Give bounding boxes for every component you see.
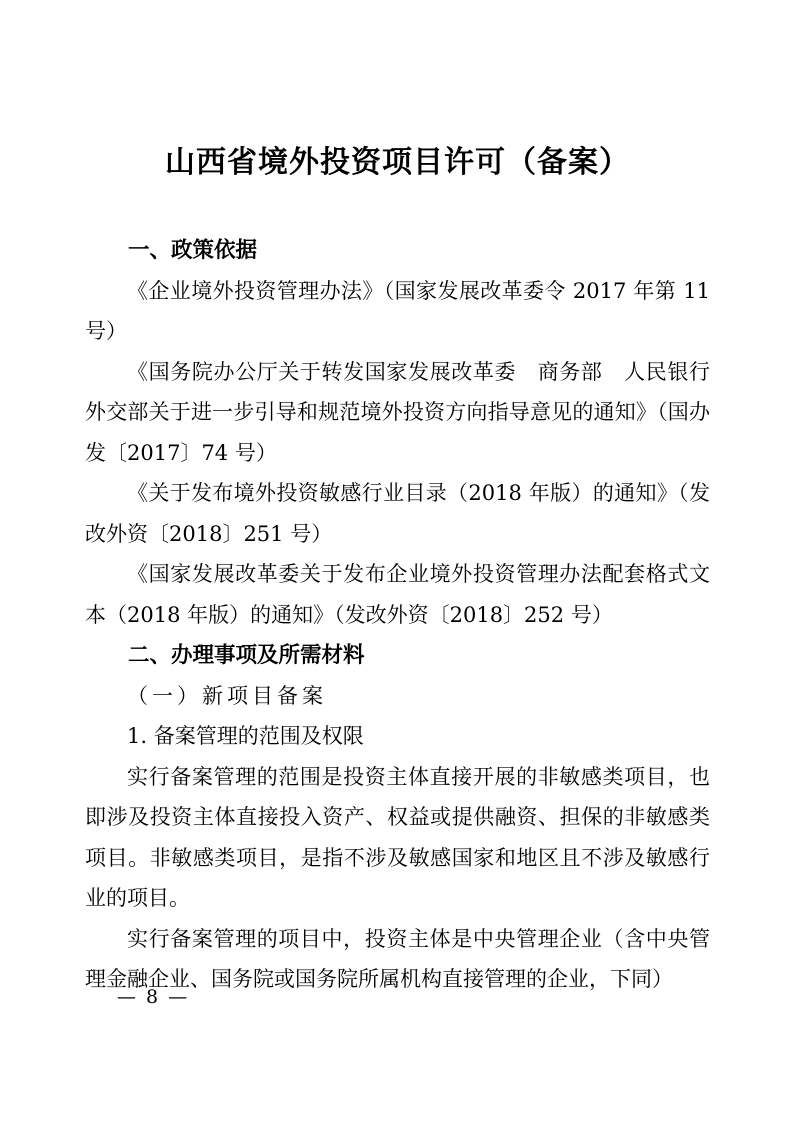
item-heading-filing-scope: 1. 备案管理的范围及权限 [127,724,364,748]
page-number: — 8 — [117,986,190,1008]
subsection-heading-new-project-filing: （一）新项目备案 [127,683,327,708]
section-heading-policy-basis: 一、政策依据 [128,238,258,262]
document-title: 山西省境外投资项目许可（备案） [165,145,630,180]
policy-item-1: 《企业境外投资管理办法》（国家发展改革委令 2017 年第 11 号） [85,278,710,343]
body-paragraph-central-enterprises: 实行备案管理的项目中，投资主体是中央管理企业（含中央管理金融企业、国务院或国务院所属机构直接管理的企业，下同） [85,926,710,991]
policy-item-3: 《关于发布境外投资敏感行业目录（2018 年版）的通知》（发改外资〔2018〕251 号） [85,481,710,546]
body-paragraph-filing-scope: 实行备案管理的范围是投资主体直接开展的非敏感类项目，也即涉及投资主体直接投入资产、权益或提供融资、担保的非敏感类项目。非敏感类项目，是指不涉及敏感国家和地区且不涉及敏感行业的项目。 [85,764,710,910]
policy-item-4: 《国家发展改革委关于发布企业境外投资管理办法配套格式文本（2018 年版）的通知》（发改外资〔2018〕252 号） [85,562,710,627]
policy-item-2: 《国务院办公厅关于转发国家发展改革委 商务部 人民银行 外交部关于进一步引导和规范境外投资方向指导意见的通知》（国办发〔2017〕74 号） [85,359,731,465]
section-heading-procedures-materials: 二、办理事项及所需材料 [128,643,365,667]
